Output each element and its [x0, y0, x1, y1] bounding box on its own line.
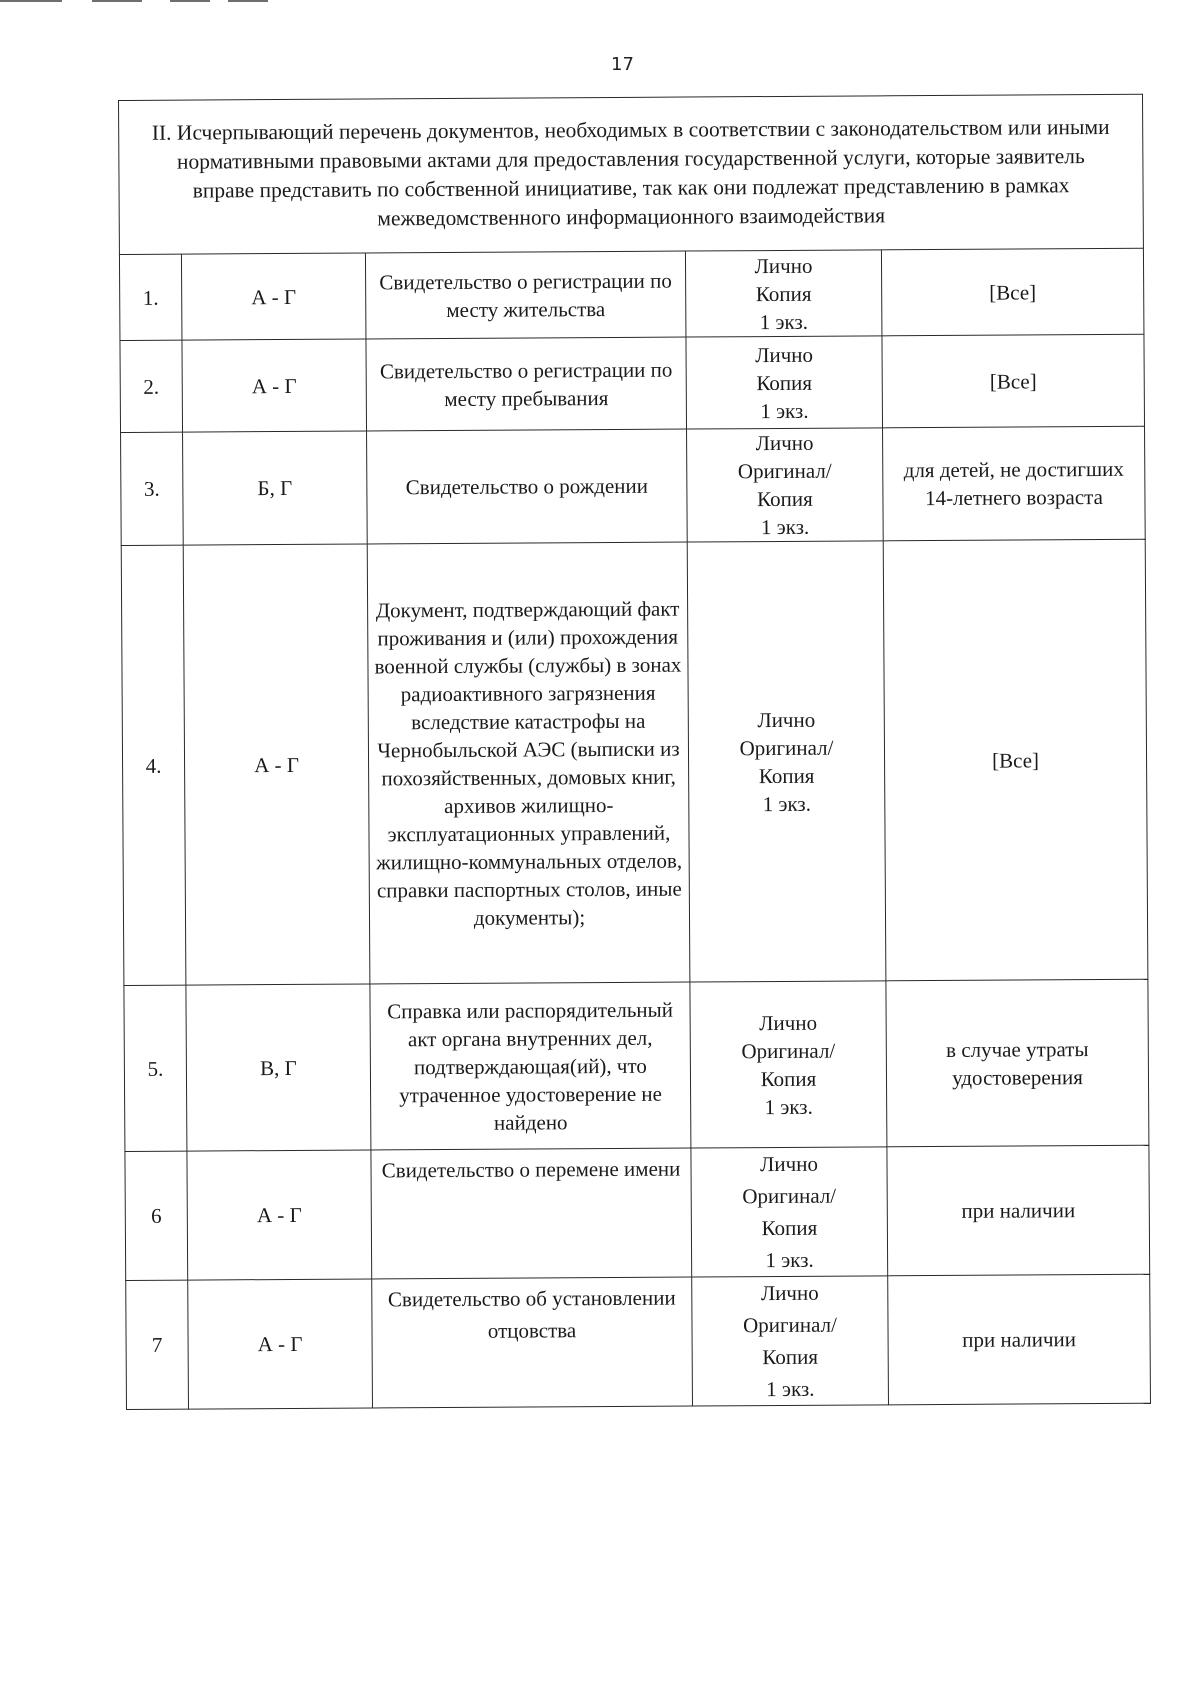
scan-edge-mark	[228, 0, 268, 2]
applicant-category: А - Г	[182, 339, 367, 432]
page-number: 17	[611, 54, 634, 75]
submission-method: Лично Копия 1 экз.	[685, 250, 882, 337]
table-row	[119, 248, 1144, 340]
document-name: Свидетельство о регистрации по месту пребывания	[366, 337, 687, 431]
table-row	[124, 979, 1149, 1151]
table-row	[126, 1274, 1151, 1409]
document-name: Свидетельство об установлении отцовства	[372, 1277, 693, 1408]
submission-method: Лично Оригинал/ Копия 1 экз.	[690, 981, 887, 1148]
table-row	[121, 426, 1146, 545]
row-number: 3.	[121, 432, 184, 545]
document-note: при наличии	[887, 1145, 1150, 1276]
table-section-header-row	[119, 94, 1144, 254]
row-number: 6	[125, 1151, 188, 1280]
document-note: при наличии	[888, 1274, 1151, 1405]
table-row	[125, 1145, 1150, 1280]
document-note: [Все]	[881, 248, 1144, 336]
scan-edge-mark	[170, 0, 210, 2]
row-number: 7	[126, 1280, 189, 1409]
row-number: 4.	[121, 545, 186, 985]
document-note: для детей, не достигших 14-летнего возраста	[883, 426, 1146, 541]
row-number: 2.	[120, 340, 183, 432]
applicant-category: А - Г	[181, 253, 366, 340]
applicant-category: А - Г	[188, 1279, 373, 1409]
table-row	[121, 539, 1148, 985]
document-name: Документ, подтверждающий факт проживания и (или) прохождения военной службы (службы) в зонах радиоактивного загрязнения вследствие катастрофы на Чернобыльской АЭС (выписки из похозяйственных, домовых книг, архивов жилищно-эксплуатационных управлений, жилищно-коммунальных отделов, справки паспортных столов, иные документы);	[367, 542, 690, 984]
row-number: 5.	[124, 985, 187, 1151]
applicant-category: А - Г	[183, 544, 370, 985]
document-note: [Все]	[883, 539, 1148, 981]
submission-method: Лично Оригинал/ Копия 1 экз.	[687, 541, 886, 982]
document-note: в случае утраты удостоверения	[886, 979, 1149, 1147]
table-row	[120, 334, 1145, 432]
submission-method: Лично Оригинал/ Копия 1 экз.	[691, 1147, 888, 1277]
document-name: Свидетельство о регистрации по месту жительства	[365, 251, 686, 339]
document-name: Свидетельство о рождении	[367, 429, 688, 544]
document-name: Справка или распорядительный акт органа внутренних дел, подтверждающая(ий), что утраченное удостоверение не найдено	[370, 982, 691, 1150]
document-name: Свидетельство о перемене имени	[371, 1148, 692, 1279]
applicant-category: Б, Г	[183, 431, 368, 545]
applicant-category: В, Г	[186, 984, 371, 1151]
submission-method: Лично Оригинал/ Копия 1 экз.	[692, 1276, 889, 1406]
scan-edge-mark	[92, 0, 142, 2]
section-header: II. Исчерпывающий перечень документов, необходимых в соответствии с законодательством или иными нормативными правовыми актами для предоставления государственной услуги, которые заявитель вправе представить по собственной инициативе, так как они подлежат представлению в рамках межведомственного информационного взаимодействия	[119, 94, 1144, 254]
submission-method: Лично Копия 1 экз.	[686, 336, 883, 429]
scan-edge-mark	[0, 0, 62, 2]
row-number: 1.	[119, 254, 182, 340]
applicant-category: А - Г	[187, 1150, 372, 1280]
document-note: [Все]	[882, 334, 1145, 428]
submission-method: Лично Оригинал/ Копия 1 экз.	[687, 428, 884, 542]
documents-table	[118, 94, 1151, 1410]
